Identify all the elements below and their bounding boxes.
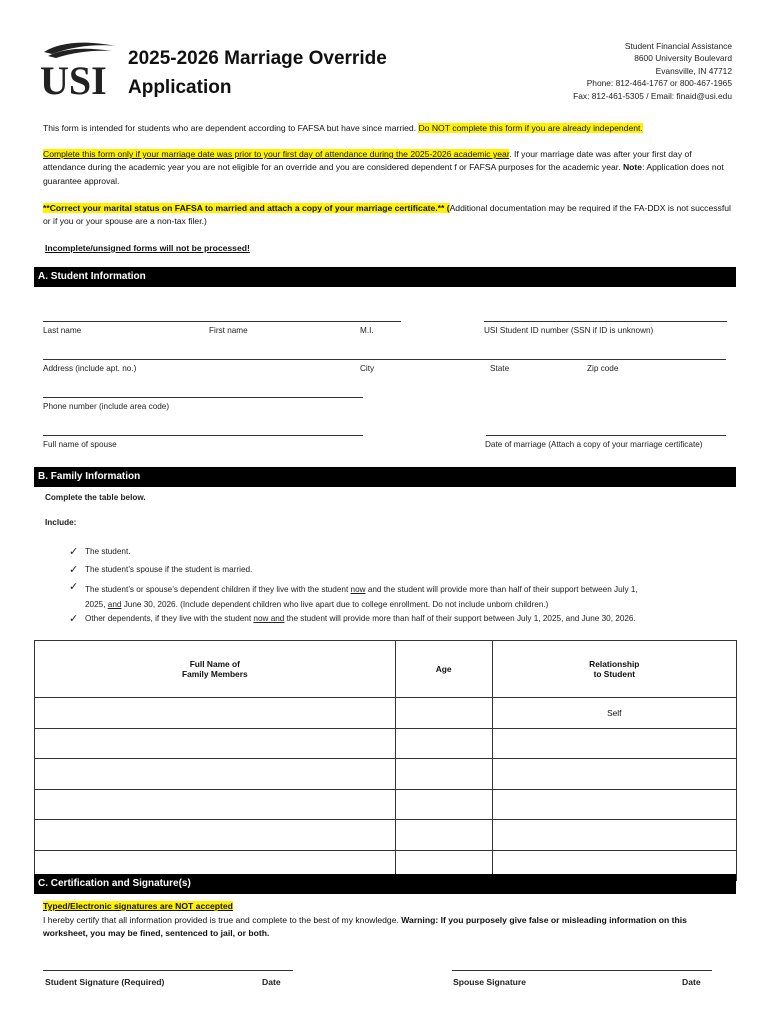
- intro-p1-text: This form is intended for students who are dependent according to FAFSA but have since married.: [43, 123, 419, 133]
- student-signature-line[interactable]: [43, 970, 293, 971]
- office-contact: [573, 40, 732, 102]
- section-b-header: B. Family Information: [34, 467, 736, 487]
- relationship-cell[interactable]: [492, 728, 736, 759]
- relationship-cell[interactable]: [492, 820, 736, 851]
- col-full-name: Full Name of Family Members: [35, 641, 396, 698]
- mi-label: M.I.: [360, 326, 374, 335]
- col-relationship: Relationship to Student: [492, 641, 736, 698]
- student-id-line[interactable]: [484, 321, 727, 322]
- include-item-student: ✓ The student.: [69, 546, 131, 558]
- spouse-line[interactable]: [43, 435, 363, 436]
- name-line[interactable]: [43, 321, 401, 322]
- section-c-header: C. Certification and Signature(s): [34, 874, 736, 894]
- name-cell[interactable]: [35, 728, 396, 759]
- include-item-spouse: ✓ The student’s spouse if the student is married.: [69, 564, 253, 576]
- age-cell[interactable]: [395, 698, 492, 729]
- intro-p2-note: Note: [622, 162, 643, 173]
- include-item-other: ✓ Other dependents, if they live with the student now and the student will provide more than half of their support between July 1, 2025, and June 30, 2026.: [69, 613, 636, 625]
- office-name: Student Financial Assistance: [624, 41, 732, 51]
- age-cell[interactable]: [395, 789, 492, 820]
- check-icon: ✓: [69, 613, 79, 625]
- phone-label: Phone number (include area code): [43, 402, 170, 411]
- relationship-cell[interactable]: [492, 759, 736, 790]
- spouse-date-label: Date: [682, 977, 701, 987]
- title-line-2: Application: [128, 77, 232, 98]
- name-cell[interactable]: [35, 789, 396, 820]
- check-icon: ✓: [69, 581, 79, 593]
- incomplete-warning: Incomplete/unsigned forms will not be processed!: [45, 243, 250, 253]
- title-line-1: 2025-2026 Marriage Override: [128, 48, 387, 69]
- phone-line[interactable]: [43, 397, 363, 398]
- relationship-cell[interactable]: Self: [492, 698, 736, 729]
- name-cell[interactable]: [35, 698, 396, 729]
- marriage-date-label: Date of marriage (Attach a copy of your marriage certificate): [485, 440, 703, 449]
- age-cell[interactable]: [395, 820, 492, 851]
- spouse-signature-label: Spouse Signature: [453, 977, 527, 987]
- logo-wordmark: USI: [40, 58, 107, 98]
- intro-p2-text-end: : Application does not guarantee approval.: [43, 162, 724, 186]
- state-label: State: [490, 364, 510, 373]
- check-icon: ✓: [69, 546, 79, 558]
- page-title: [128, 44, 387, 102]
- city-label: City: [360, 364, 375, 373]
- certification-text: I hereby certify that all information provided is true and complete to the best of my knowledge. Warning: If you purposely give false or misleading information on this worksheet, you may be fined, sentenced to jail, or both.: [43, 915, 687, 939]
- spouse-label: Full name of spouse: [43, 440, 117, 449]
- table-row: [35, 728, 737, 759]
- office-city: Evansville, IN 47712: [655, 65, 732, 76]
- first-name-label: First name: [209, 326, 248, 335]
- zip-label: Zip code: [587, 364, 619, 373]
- address-label: Address (include apt. no.): [43, 364, 137, 373]
- include-label: Include:: [45, 518, 77, 527]
- office-street: 8600 University Boulevard: [634, 53, 732, 64]
- table-header-row: [35, 641, 737, 698]
- usi-logo: [38, 38, 118, 98]
- last-name-label: Last name: [43, 326, 82, 335]
- marriage-date-line[interactable]: [486, 435, 726, 436]
- spouse-signature-line[interactable]: [452, 970, 712, 971]
- office-fax-email: Fax: 812-461-5305 / Email: finaid@usi.edu: [573, 90, 732, 101]
- typed-signature-warning: Typed/Electronic signatures are NOT accepted: [43, 901, 233, 911]
- family-table: [34, 640, 737, 881]
- name-cell[interactable]: [35, 820, 396, 851]
- relationship-cell[interactable]: [492, 789, 736, 820]
- table-row: [35, 759, 737, 790]
- intro-p2-text: . If your marriage date was after your first day of attendance during the academic year you are not eligible for an override and you are considered dependent f or FAFSA purposes for the academic year.: [43, 149, 692, 173]
- section-a-header: A. Student Information: [34, 267, 736, 287]
- office-phone: Phone: 812-464-1767 or 800-467-1965: [586, 78, 732, 89]
- intro-p1-highlight: Do NOT complete this form if you are already independent.: [418, 123, 643, 133]
- table-row: [35, 820, 737, 851]
- address-line[interactable]: [43, 359, 726, 360]
- intro-p3-highlight: **Correct your marital status on FAFSA to married and attach a copy of your marriage certificate.** (: [43, 203, 450, 213]
- intro-paragraph-3: [43, 202, 733, 229]
- name-cell[interactable]: [35, 759, 396, 790]
- check-icon: ✓: [69, 564, 79, 576]
- col-age: Age: [395, 641, 492, 698]
- age-cell[interactable]: [395, 759, 492, 790]
- table-instruction: Complete the table below.: [45, 493, 146, 502]
- age-cell[interactable]: [395, 728, 492, 759]
- intro-p3-text: Additional documentation may be required if the FA-DDX is not successful or if you or your spouse are a non-tax filer.): [43, 203, 731, 227]
- intro-paragraph-1: [43, 122, 733, 135]
- student-id-label: USI Student ID number (SSN if ID is unknown): [484, 326, 654, 335]
- intro-paragraph-2: [43, 148, 733, 188]
- table-row: [35, 789, 737, 820]
- intro-p2-highlight: Complete this form only if your marriage date was prior to your first day of attendance during the 2025-2026 academic year: [43, 149, 510, 159]
- student-date-label: Date: [262, 977, 281, 987]
- student-signature-label: Student Signature (Required): [45, 977, 165, 987]
- include-item-children: ✓ The student’s or spouse’s dependent children if they live with the student now and the student will provide more than half of their support between July 1, 2025, and June 30, 2026. (Include dependent children who live apart due to college enrollment. Do not include unborn children.): [69, 581, 638, 609]
- table-row: [35, 698, 737, 729]
